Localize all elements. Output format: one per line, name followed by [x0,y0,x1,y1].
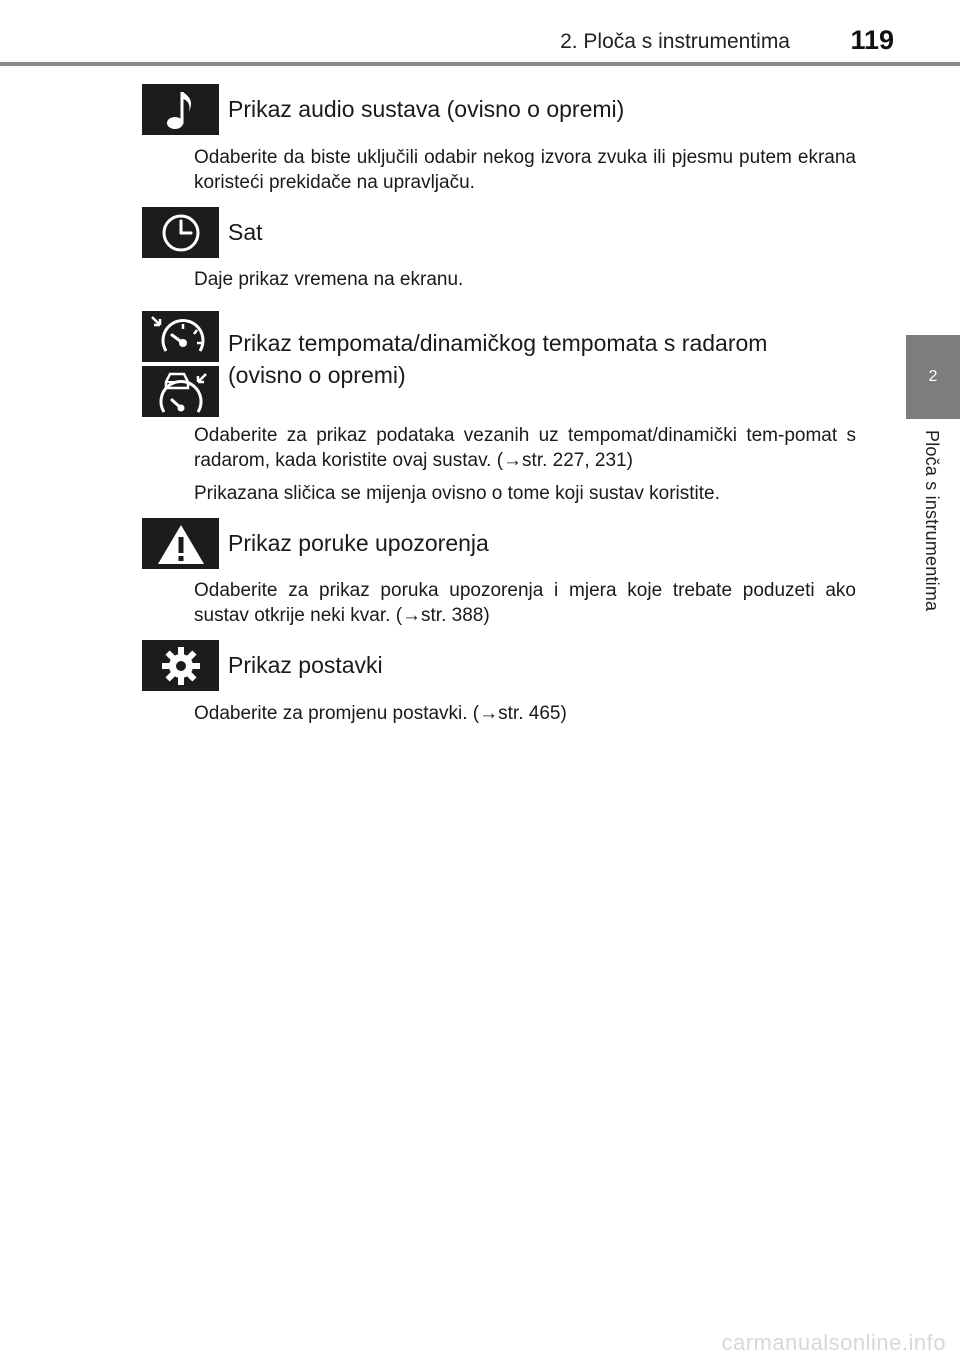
section-warning [142,518,856,628]
section-title: Prikaz postavki [228,652,383,678]
section-clock [142,207,856,297]
paragraph: Daje prikaz vremena na ekranu. [194,269,464,290]
section-audio [142,84,856,194]
section-cruise-control [142,311,856,506]
paragraph: Odaberite za prikaz poruka upozorenja i mjera koje trebate poduzeti ako sustav otkrije neki kvar. (→str. 388) [194,580,856,626]
header-divider [0,62,960,66]
section-body [194,267,856,292]
chapter-tab [906,335,960,419]
chapter-title: 2. Ploča s instrumentima [560,30,790,53]
chapter-tab-label: Ploča s instrumentima [922,430,942,612]
gear-icon [142,640,219,691]
paragraph: Odaberite za promjenu postavki. (→str. 465) [194,703,567,724]
section-body [194,578,856,628]
paragraph: Odaberite da biste uključili odabir nekog izvora zvuka ili pjesmu putem ekrana koristeći prekidače na upravljaču. [194,147,856,193]
music-note-icon [142,84,219,135]
section-settings [142,640,856,735]
section-title-line: (ovisno o opremi) [228,362,406,388]
clock-icon [142,207,219,258]
paragraph: Odaberite za prikaz podataka vezanih uz tempomat/dinamički tem-pomat s radarom, kada koristite ovaj sustav. (→str. 227, 231) [194,425,856,471]
section-title-line: Prikaz tempomata/dinamičkog tempomata s radarom [228,330,768,356]
section-body [194,701,856,726]
section-title [228,327,767,391]
chapter-tab-number: 2 [928,368,938,385]
warning-icon [142,518,219,569]
paragraph: Prikazana sličica se mijenja ovisno o tome koji sustav koristite. [194,483,720,504]
watermark: carmanualsonline.info [721,1330,946,1355]
section-title: Prikaz audio sustava (ovisno o opremi) [228,96,625,122]
section-title: Sat [228,219,263,245]
page-number: 119 [850,25,894,55]
section-body [194,145,856,195]
cruise-control-icon [142,311,219,362]
radar-cruise-control-icon [142,366,219,417]
section-body [194,423,856,506]
section-title: Prikaz poruke upozorenja [228,530,489,556]
